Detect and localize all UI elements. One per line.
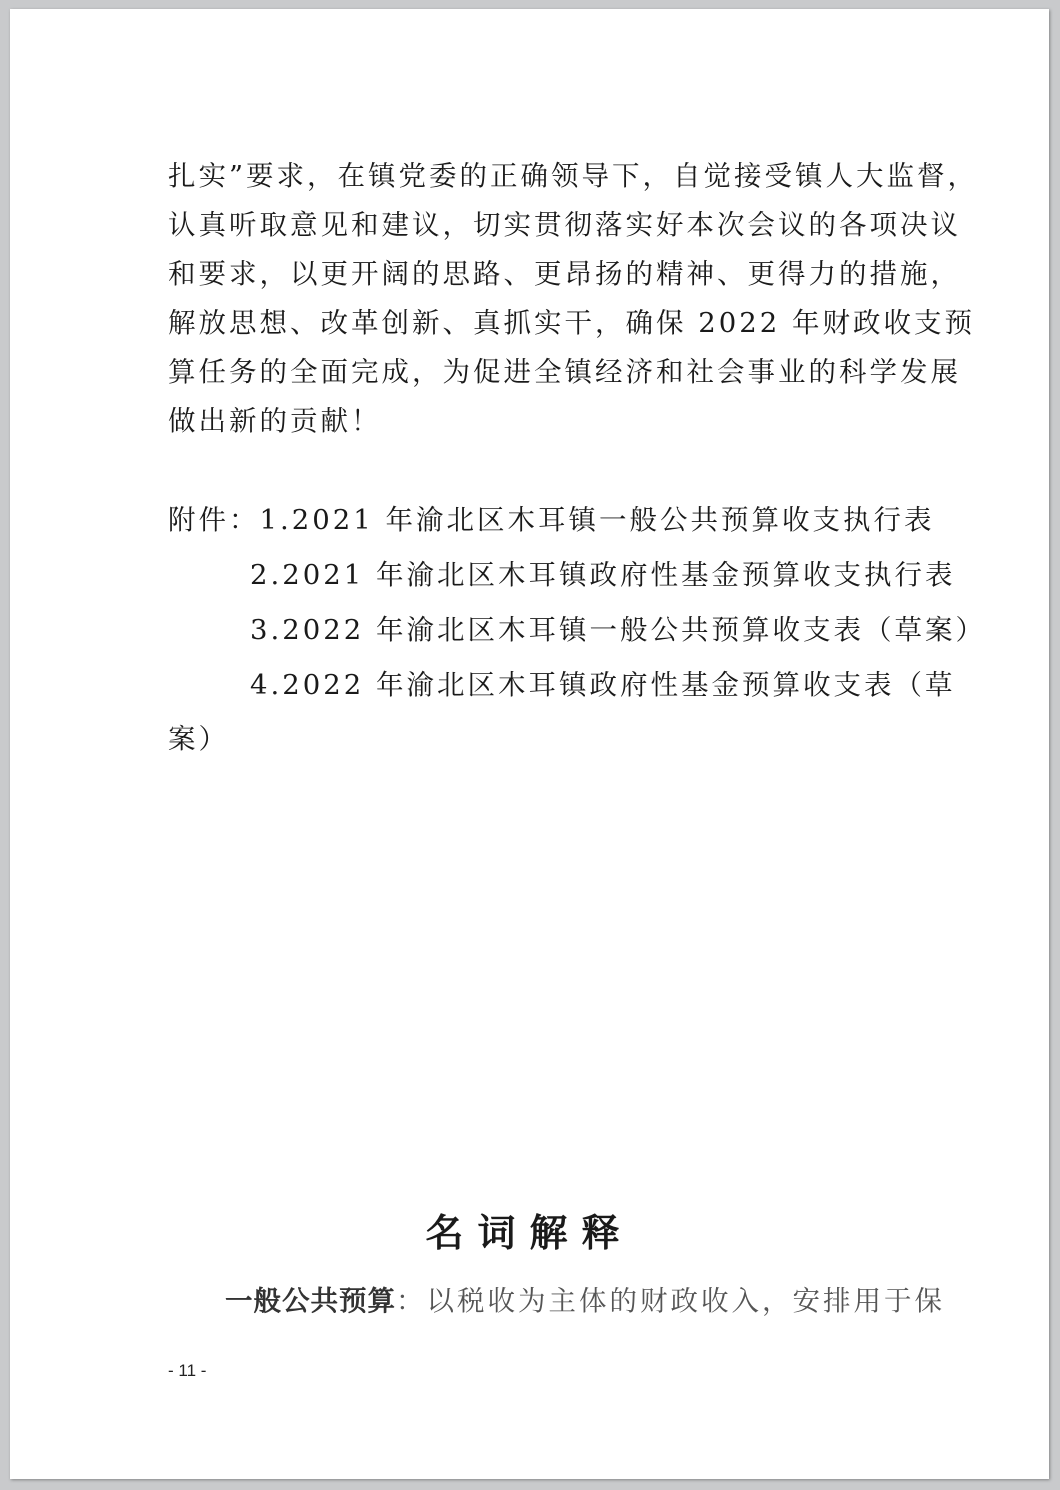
glossary-definition: 以税收为主体的财政收入，安排用于保 [426, 1285, 945, 1317]
paragraph-line: 认真听取意见和建议，切实贯彻落实好本次会议的各项决议 [168, 209, 961, 241]
document-page [10, 9, 1049, 1479]
paragraph-line: 解放思想、改革创新、真抓实干，确保 2022 年财政收支预 [168, 307, 975, 339]
glossary-separator: ： [396, 1285, 427, 1317]
glossary-term: 一般公共预算 [225, 1285, 396, 1317]
attachment-line-5: 案） [168, 723, 229, 755]
paragraph-line: 扎实”要求，在镇党委的正确领导下，自觉接受镇人大监督， [168, 160, 979, 192]
attachment-line-3: 3.2022 年渝北区木耳镇一般公共预算收支表（草案） [250, 614, 986, 646]
attachment-line-1: 附件：1.2021 年渝北区木耳镇一般公共预算收支执行表 [168, 504, 935, 536]
glossary-title: 名词解释 [425, 1211, 634, 1255]
glossary-entry [225, 1284, 945, 1318]
paragraph-line: 算任务的全面完成，为促进全镇经济和社会事业的科学发展 [168, 356, 961, 388]
attachment-line-2: 2.2021 年渝北区木耳镇政府性基金预算收支执行表 [250, 559, 956, 591]
paragraph-line: 做出新的贡献！ [168, 405, 382, 437]
paragraph-line: 和要求，以更开阔的思路、更昂扬的精神、更得力的措施， [168, 258, 961, 290]
page-number: - 11 - [168, 1361, 207, 1380]
attachment-line-4: 4.2022 年渝北区木耳镇政府性基金预算收支表（草 [250, 669, 956, 701]
